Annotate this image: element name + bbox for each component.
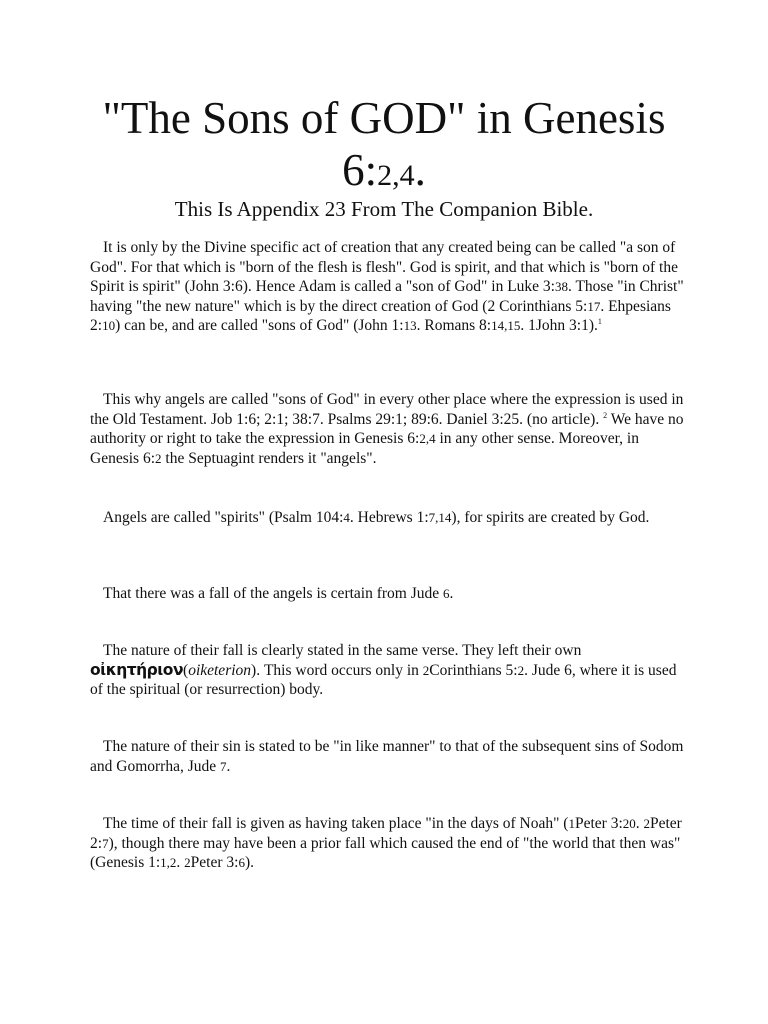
verse-ref: 38 [554,279,568,294]
verse-ref: 7 [102,835,109,851]
text-run: That there was a fall of the angels is certain from Jude [103,585,444,602]
verse-ref: 4 [343,510,350,525]
verse-ref: 20 [622,816,636,831]
paragraph-4 [90,584,690,604]
text-run: . Jude 6, where it is used of the spiritual (or resurrection) body. [90,661,677,698]
title-main: "The Sons of GOD" in Genesis 6: [102,93,666,195]
paragraph-7 [90,814,690,873]
text-run: The nature of their sin is stated to be "in like manner" to that of the subsequent sins of Sodom and Gomorrha, Jude [90,738,684,775]
text-run: ). This word occurs only in [251,661,423,679]
text-run: . [449,585,454,602]
text-run: . [226,757,231,775]
text-run: . 1John 3:1). [520,317,598,334]
verse-ref: 1 [568,816,575,831]
text-run: ), for spirits are created by God. [451,509,650,526]
verse-ref: 7,14 [428,510,452,525]
page-title [60,92,708,202]
text-run: It is only by the Divine specific act of creation that any created being can be called "a son of God". For that which is "born of the flesh is flesh". God is spirit, and that which is "born of the Spirit is spirit" (John 3:6). Hence Adam is called a "son of God" in Luke 3: [90,239,678,295]
greek-word: οἰκητήριον [90,660,184,679]
verse-ref: 2 [517,662,525,678]
verse-ref: 2,4 [419,431,436,446]
paragraph-1 [90,238,690,336]
text-run: This why angels are called "sons of God" in every other place where the expression is used in the Old Testament. Job 1:6; 2:1; 38:7. Psalms 29:1; 89:6. Daniel 3:25. (no article). [90,391,684,428]
text-run: . Ehpesians 2: [90,297,671,334]
verse-ref: 6 [443,586,450,601]
verse-ref: 6 [238,855,245,870]
text-run: ). [244,854,254,871]
footnote-marker: 1 [597,316,602,326]
paragraph-6 [90,737,690,776]
text-run: The time of their fall is given as having taken place "in the days of Noah" ( [103,815,569,832]
text-run: Corinthians 5: [429,661,518,679]
text-run: . Those "in Christ" having "the new nature" which is by the direct creation of God (2 Corinthians 5: [90,278,684,315]
text-run: the Septuagint renders it "angels". [161,449,377,467]
text-run: in any other sense. Moreover, in Genesis 6: [90,430,639,467]
verse-ref: 10 [102,318,116,333]
paragraph-5 [90,641,690,700]
text-run: ), though there may have been a prior fall which caused the end of "the world that then was" (Genesis 1: [90,834,681,871]
verse-ref: 1,2 [160,855,177,870]
paragraph-3 [90,508,690,528]
title-verse-ref: 2,4 [377,159,415,192]
text-run: Peter 3: [190,854,239,871]
verse-ref: 13 [403,318,417,333]
text-run: Peter 2: [90,815,682,852]
text-run: ( [183,661,189,679]
text-run: . [635,815,644,832]
verse-ref: 7 [220,758,227,774]
verse-ref: 2 [155,450,162,466]
verse-ref: 2 [643,816,650,831]
text-run: . [176,854,185,871]
verse-ref: 14,15 [491,318,521,333]
text-run: We have no authority or right to take the expression in Genesis 6: [90,410,684,447]
text-run: Angels are called "spirits" (Psalm 104: [103,509,344,526]
transliteration: oiketerion [188,661,252,679]
text-run: . Romans 8: [416,317,492,334]
text-run: ) can be, and are called "sons of God" (John 1: [115,317,404,334]
title-end: . [414,145,426,195]
verse-ref: 17 [587,298,601,314]
verse-ref: 2 [422,662,430,678]
footnote-marker: 2 [603,410,608,420]
text-run: Peter 3: [574,815,623,832]
paragraph-2 [90,390,690,468]
text-run: . Hebrews 1: [349,509,429,526]
page-subtitle: This Is Appendix 23 From The Companion Bible. [174,197,594,221]
text-run: The nature of their fall is clearly stated in the same verse. They left their own [103,642,582,659]
verse-ref: 2 [184,855,191,870]
